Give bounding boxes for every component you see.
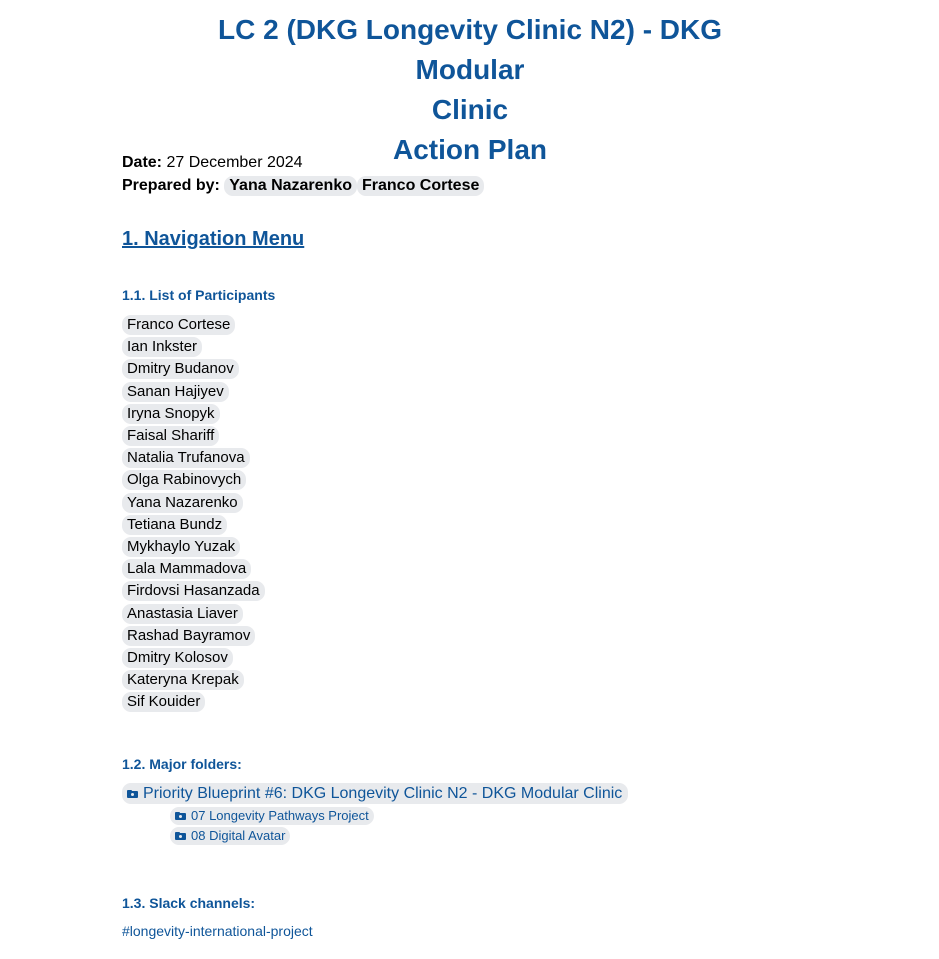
list-item <box>122 602 265 624</box>
folder-label: 08 Digital Avatar <box>191 828 286 843</box>
folder-label: 07 Longevity Pathways Project <box>191 808 369 823</box>
date-label: Date: <box>122 154 163 171</box>
person-chip[interactable]: Mykhaylo Yuzak <box>122 537 240 557</box>
person-chip[interactable]: Olga Rabinovych <box>122 470 246 490</box>
person-chip[interactable]: Yana Nazarenko <box>122 493 243 513</box>
slack-channels-heading: 1.3. Slack channels: <box>122 895 256 911</box>
list-item <box>122 425 265 447</box>
list-item <box>122 336 265 358</box>
navigation-menu-heading[interactable]: 1. Navigation Menu <box>122 228 305 250</box>
person-chip[interactable]: Franco Cortese <box>122 315 235 335</box>
person-chip[interactable]: Rashad Bayramov <box>122 626 255 646</box>
shared-folder-icon <box>175 812 186 820</box>
person-chip[interactable]: Yana Nazarenko <box>224 176 357 196</box>
person-chip[interactable]: Faisal Shariff <box>122 426 219 446</box>
list-item <box>122 514 265 536</box>
title-line-1: LC 2 (DKG Longevity Clinic N2) - DKG Modular <box>217 14 723 85</box>
list-item <box>122 403 265 425</box>
major-folders-heading: 1.2. Major folders: <box>122 756 242 772</box>
person-chip[interactable]: Sif Kouider <box>122 692 205 712</box>
folder-link-priority-blueprint[interactable] <box>122 783 628 804</box>
list-item <box>122 314 265 336</box>
shared-folder-icon <box>127 790 138 798</box>
person-chip[interactable]: Franco Cortese <box>357 176 484 196</box>
list-item <box>122 647 265 669</box>
person-chip[interactable]: Dmitry Budanov <box>122 359 239 379</box>
title-line-2: Clinic <box>431 94 509 125</box>
list-item <box>122 625 265 647</box>
person-chip[interactable]: Natalia Trufanova <box>122 448 250 468</box>
list-item <box>122 492 265 514</box>
list-item <box>122 469 265 491</box>
date-value: 27 December 2024 <box>166 154 303 171</box>
prepared-by-row <box>122 176 484 196</box>
list-item <box>122 669 265 691</box>
participants-heading: 1.1. List of Participants <box>122 287 276 303</box>
person-chip[interactable]: Anastasia Liaver <box>122 604 243 624</box>
person-chip[interactable]: Sanan Hajiyev <box>122 382 229 402</box>
person-chip[interactable]: Ian Inkster <box>122 337 202 357</box>
participants-list <box>122 314 265 713</box>
person-chip[interactable]: Tetiana Bundz <box>122 515 227 535</box>
prepared-by-label: Prepared by: <box>122 177 220 194</box>
title-line-3: Action Plan <box>392 134 547 165</box>
date-row <box>122 153 303 173</box>
folder-label: Priority Blueprint #6: DKG Longevity Clinic N2 - DKG Modular Clinic <box>143 785 623 802</box>
person-chip[interactable]: Kateryna Krepak <box>122 670 244 690</box>
list-item <box>122 358 265 380</box>
list-item <box>122 691 265 713</box>
person-chip[interactable]: Dmitry Kolosov <box>122 648 233 668</box>
document-title <box>160 10 780 170</box>
slack-channel-link[interactable]: #longevity-international-project <box>122 923 313 939</box>
list-item <box>122 536 265 558</box>
folder-link-longevity-pathways[interactable] <box>170 807 374 825</box>
list-item <box>122 558 265 580</box>
person-chip[interactable]: Firdovsi Hasanzada <box>122 581 265 601</box>
person-chip[interactable]: Iryna Snopyk <box>122 404 220 424</box>
list-item <box>122 381 265 403</box>
list-item <box>122 447 265 469</box>
list-item <box>122 580 265 602</box>
folder-link-digital-avatar[interactable] <box>170 827 290 845</box>
shared-folder-icon <box>175 832 186 840</box>
person-chip[interactable]: Lala Mammadova <box>122 559 251 579</box>
